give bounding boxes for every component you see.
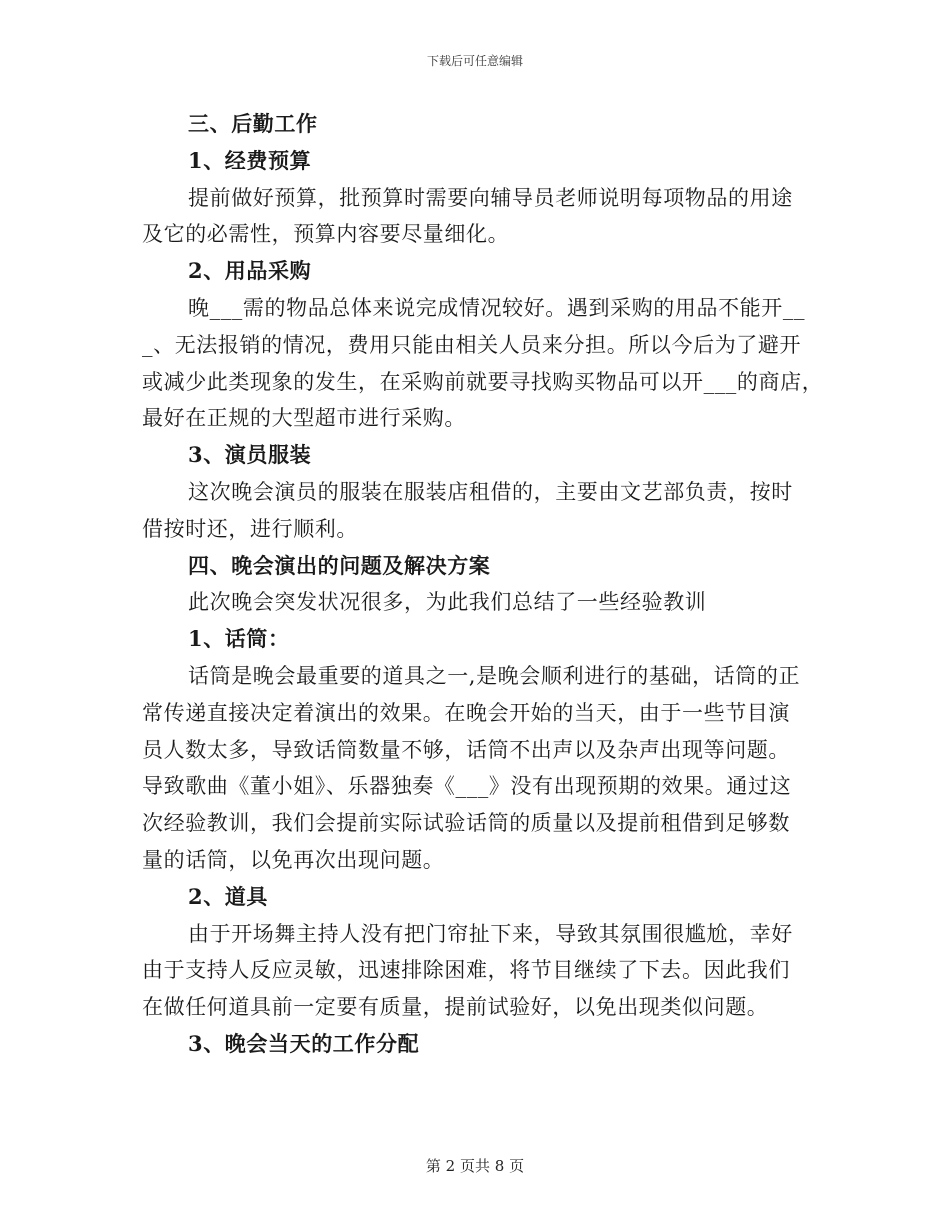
line-2: 提前做好预算，批预算时需要向辅导员老师说明每项物品的用途 [188, 185, 793, 210]
page-footer: 第 2 页共 8 页 [425, 1157, 525, 1175]
line-7: 或减少此类现象的发生，在采购前就要寻找购买物品可以开___的商店， [142, 369, 824, 394]
line-10: 这次晚会演员的服装在服装店租借的，主要由文艺部负责，按时 [188, 479, 793, 504]
line-17: 员人数太多，导致话筒数量不够，话筒不出声以及杂声出现等问题。 [142, 737, 790, 762]
line-15: 话筒是晚会最重要的道具之一,是晚会顺利进行的基础，话筒的正 [188, 663, 801, 688]
line-8: 最好在正规的大型超市进行采购。 [142, 406, 466, 431]
line-11: 借按时还，进行顺利。 [142, 516, 358, 541]
line-23: 由于支持人反应灵敏，迅速排除困难，将节目继续了下去。因此我们 [142, 958, 790, 983]
line-19: 次经验教训，我们会提前实际试验话筒的质量以及提前租借到足够数 [142, 811, 790, 836]
line-9: 3、演员服装 [188, 442, 312, 468]
line-6: _、无法报销的情况，费用只能由相关人员来分担。所以今后为了避开 [142, 332, 802, 357]
line-14: 1、话筒： [188, 626, 290, 652]
line-24: 在做任何道具前一定要有质量，提前试验好，以免出现类似问题。 [142, 995, 769, 1020]
line-13: 此次晚会突发状况很多，为此我们总结了一些经验教训 [188, 590, 707, 615]
line-1: 1、经费预算 [188, 147, 312, 173]
line-22: 由于开场舞主持人没有把门帘扯下来，导致其氛围很尴尬，幸好 [188, 921, 793, 946]
line-21: 2、道具 [188, 883, 269, 909]
line-3: 及它的必需性，预算内容要尽量细化。 [142, 222, 510, 247]
page-header: 下载后可任意编辑 [426, 54, 523, 68]
line-0: 三、后勤工作 [188, 111, 318, 136]
document-body [142, 106, 824, 1063]
line-12: 四、晚会演出的问题及解决方案 [188, 552, 491, 578]
line-5: 晚___需的物品总体来说完成情况较好。遇到采购的用品不能开__ [188, 295, 806, 320]
line-25: 3、晚会当天的工作分配 [188, 1030, 420, 1056]
line-16: 常传递直接决定着演出的效果。在晚会开始的当天，由于一些节目演 [142, 700, 790, 725]
line-4: 2、用品采购 [188, 258, 312, 284]
line-20: 量的话筒，以免再次出现问题。 [142, 847, 445, 872]
line-18: 导致歌曲《董小姐》、乐器独奏《___》没有出现预期的效果。通过这 [142, 774, 792, 799]
